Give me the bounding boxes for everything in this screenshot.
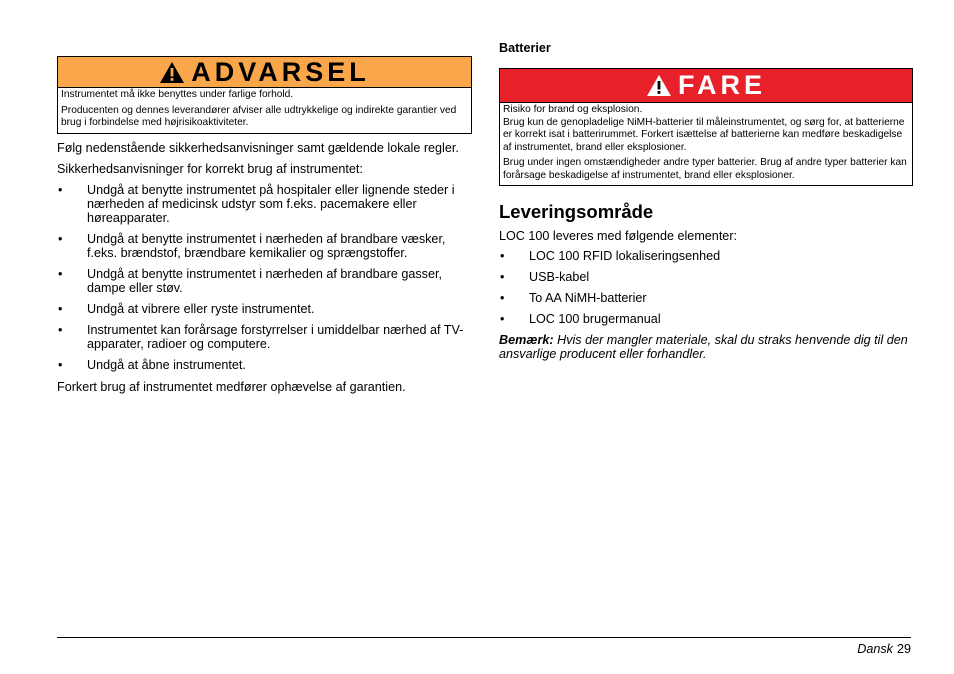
list-item xyxy=(499,249,913,263)
list-item xyxy=(57,267,472,295)
list-item-text: Undgå at benytte instrumentet i nærheden af brandbare væsker, f.eks. brændstof, brændbare kemikalier og sprængstoffer. xyxy=(87,232,446,260)
list-item xyxy=(57,183,472,225)
list-item-text: Undgå at benytte instrumentet i nærheden af brandbare gasser, dampe eller støv. xyxy=(87,267,442,295)
list-item-text: Undgå at benytte instrumentet på hospitaler eller lignende steder i nærheden af medicinsk udstyr som f.eks. pacemakere eller høreapparater. xyxy=(87,183,455,225)
safety-list xyxy=(57,183,472,372)
scope-heading: Leveringsområde xyxy=(499,201,654,222)
warning-header xyxy=(58,57,471,88)
warning-line: Instrumentet må ikke benyttes under farlige forhold. xyxy=(61,89,294,100)
list-item xyxy=(499,291,913,305)
list-item xyxy=(57,232,472,260)
warning-body xyxy=(58,88,471,132)
warning-box xyxy=(57,56,472,134)
bullet-dot: • xyxy=(500,312,505,326)
list-item xyxy=(57,302,472,316)
list-item-text: Undgå at vibrere eller ryste instrumentet. xyxy=(87,302,315,316)
bullet-dot: • xyxy=(500,270,505,284)
bullet-dot: • xyxy=(58,183,63,197)
note-text: Hvis der mangler materiale, skal du straks henvende dig til den ansvarlige producent eller forhandler. xyxy=(499,333,908,361)
note xyxy=(499,333,913,361)
note-label: Bemærk: xyxy=(499,333,554,347)
danger-title: FARE xyxy=(677,70,766,100)
danger-line: Brug kun de genopladelige NiMH-batterier til måleinstrumentet, og sørg for, at batterierne er korrekt isat i batterirummet. Forkert isættelse af batterierne kan medføre beskadigelse af instrumentet, brand eller eksplosioner. xyxy=(503,116,905,153)
list-item-text: Instrumentet kan forårsage forstyrrelser i umiddelbar nærhed af TV-apparater, radioer og computere. xyxy=(87,323,464,351)
danger-header xyxy=(500,69,912,103)
bullet-dot: • xyxy=(58,323,63,337)
warning-triangle-icon xyxy=(646,74,672,97)
bullet-dot: • xyxy=(500,291,505,305)
list-item-text: LOC 100 RFID lokaliseringsenhed xyxy=(529,249,721,263)
warranty-note: Forkert brug af instrumentet medfører ophævelse af garantien. xyxy=(57,380,406,394)
danger-line: Brug under ingen omstændigheder andre typer batterier. Brug af andre typer batterier kan forårsage beskadigelse af instrumentet, brand eller eksplosioner. xyxy=(503,157,907,181)
batteries-heading: Batterier xyxy=(499,41,551,55)
scope-intro: LOC 100 leveres med følgende elementer: xyxy=(499,229,738,243)
warning-line: Producenten og dennes leverandører afviser alle udtrykkelige og indirekte garantier ved brug i forbindelse med højrisikoaktiviteter. xyxy=(61,104,457,128)
list-item xyxy=(499,312,913,326)
list-item xyxy=(57,323,472,351)
list-item-text: USB-kabel xyxy=(529,270,590,284)
list-item-text: To AA NiMH-batterier xyxy=(529,291,647,305)
list-item xyxy=(57,358,472,372)
warning-triangle-icon xyxy=(159,61,185,84)
footer-language: Dansk xyxy=(857,642,893,656)
intro-regulations: Følg nedenstående sikkerhedsanvisninger samt gældende lokale regler. xyxy=(57,141,459,155)
scope-list xyxy=(499,249,913,326)
bullet-dot: • xyxy=(58,302,63,316)
danger-line: Risiko for brand og eksplosion. xyxy=(503,104,643,115)
bullet-dot: • xyxy=(58,267,63,281)
list-item-text: Undgå at åbne instrumentet. xyxy=(87,358,246,372)
page-number: 29 xyxy=(896,642,911,656)
warning-title: ADVARSEL xyxy=(191,56,370,87)
bullet-dot: • xyxy=(58,232,63,246)
page-footer xyxy=(857,642,911,656)
footer-divider xyxy=(57,637,911,638)
danger-box xyxy=(499,68,913,186)
bullet-dot: • xyxy=(500,249,505,263)
list-item-text: LOC 100 brugermanual xyxy=(529,312,661,326)
intro-instructions: Sikkerhedsanvisninger for korrekt brug af instrumentet: xyxy=(57,162,363,176)
list-item xyxy=(499,270,913,284)
danger-body xyxy=(500,103,912,184)
bullet-dot: • xyxy=(58,358,63,372)
